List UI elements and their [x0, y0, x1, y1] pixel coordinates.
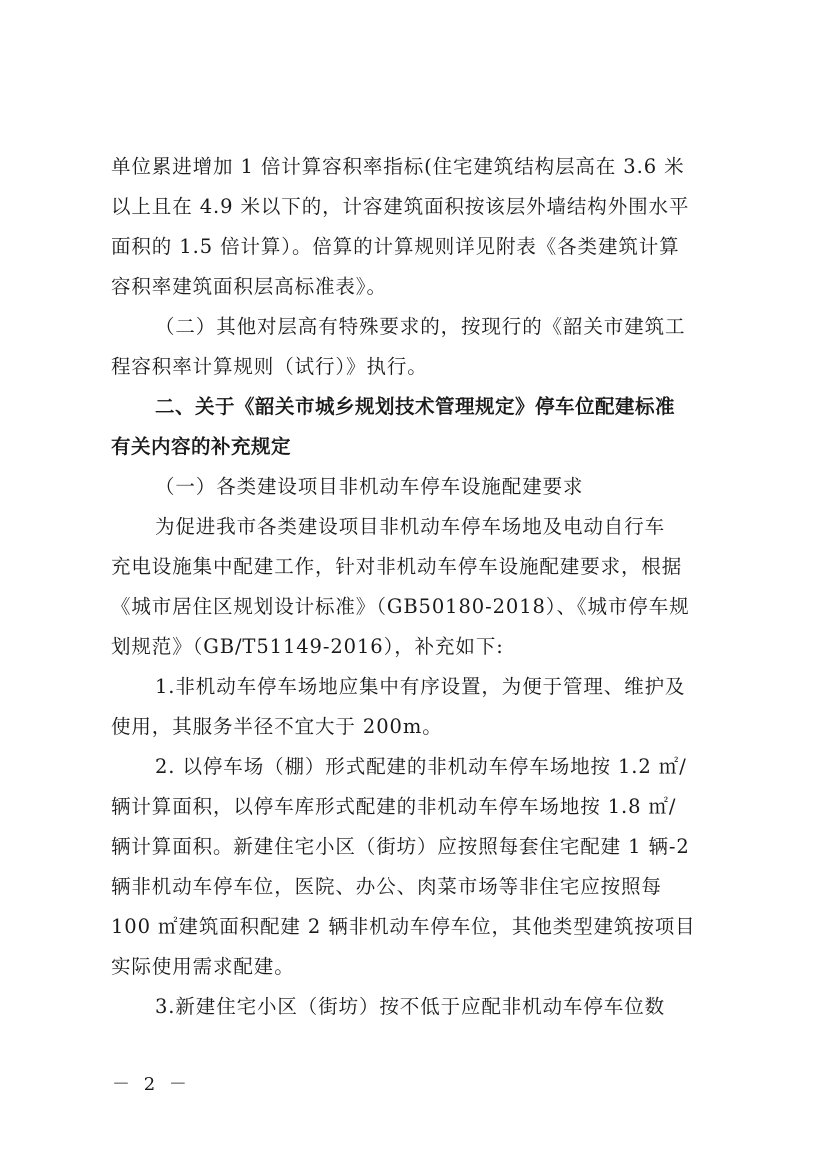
paragraph-line: 面积的 1.5 倍计算）。倍算的计算规则详见附表《各类建筑计算	[111, 235, 680, 258]
paragraph-line: 辆计算面积。新建住宅小区（街坊）应按照每套住宅配建 1 辆-2	[111, 835, 690, 858]
paragraph-line: 单位累进增加 1 倍计算容积率指标(住宅建筑结构层高在 3.6 米	[111, 155, 685, 178]
paragraph-line: 程容积率计算规则（试行）》执行。	[111, 355, 428, 378]
paragraph-line: 辆非机动车停车位，医院、办公、肉菜市场等非住宅应按照每	[111, 875, 662, 898]
paragraph-line: 实际使用需求配建。	[111, 955, 295, 978]
section-heading: 二、关于《韶关市城乡规划技术管理规定》停车位配建标准	[155, 395, 676, 418]
paragraph-line: （二）其他对层高有特殊要求的，按现行的《韶关市建筑工	[155, 315, 686, 338]
paragraph-line: 以上且在 4.9 米以下的，计容建筑面积按该层外墙结构外围水平	[111, 195, 690, 218]
paragraph-line: 1.非机动车停车场地应集中有序设置，为便于管理、维护及	[155, 675, 686, 698]
paragraph-line: 充电设施集中配建工作，针对非机动车停车设施配建要求，根据	[111, 555, 683, 578]
paragraph-line: 使用，其服务半径不宜大于 200m。	[111, 715, 443, 738]
subsection-heading: （一）各类建设项目非机动车停车设施配建要求	[155, 475, 584, 498]
paragraph-line: 划规范》（GB/T51149-2016），补充如下:	[111, 635, 504, 658]
paragraph-line: 《城市居住区规划设计标准》（GB50180-2018）、《城市停车规	[111, 595, 690, 618]
paragraph-line: 为促进我市各类建设项目非机动车停车场地及电动自行车	[155, 515, 666, 538]
page-number: － 2 －	[112, 1074, 191, 1095]
paragraph-line: 2. 以停车场（棚）形式配建的非机动车停车场地按 1.2 ㎡/	[155, 755, 687, 778]
paragraph-line: 容积率建筑面积层高标准表》。	[111, 275, 387, 298]
paragraph-line: 3.新建住宅小区（街坊）按不低于应配非机动车停车位数	[155, 995, 666, 1018]
section-heading: 有关内容的补充规定	[111, 435, 292, 458]
paragraph-line: 辆计算面积，以停车库形式配建的非机动车停车场地按 1.8 ㎡/	[111, 795, 677, 818]
paragraph-line: 100 ㎡建筑面积配建 2 辆非机动车停车位，其他类型建筑按项目	[111, 915, 696, 938]
